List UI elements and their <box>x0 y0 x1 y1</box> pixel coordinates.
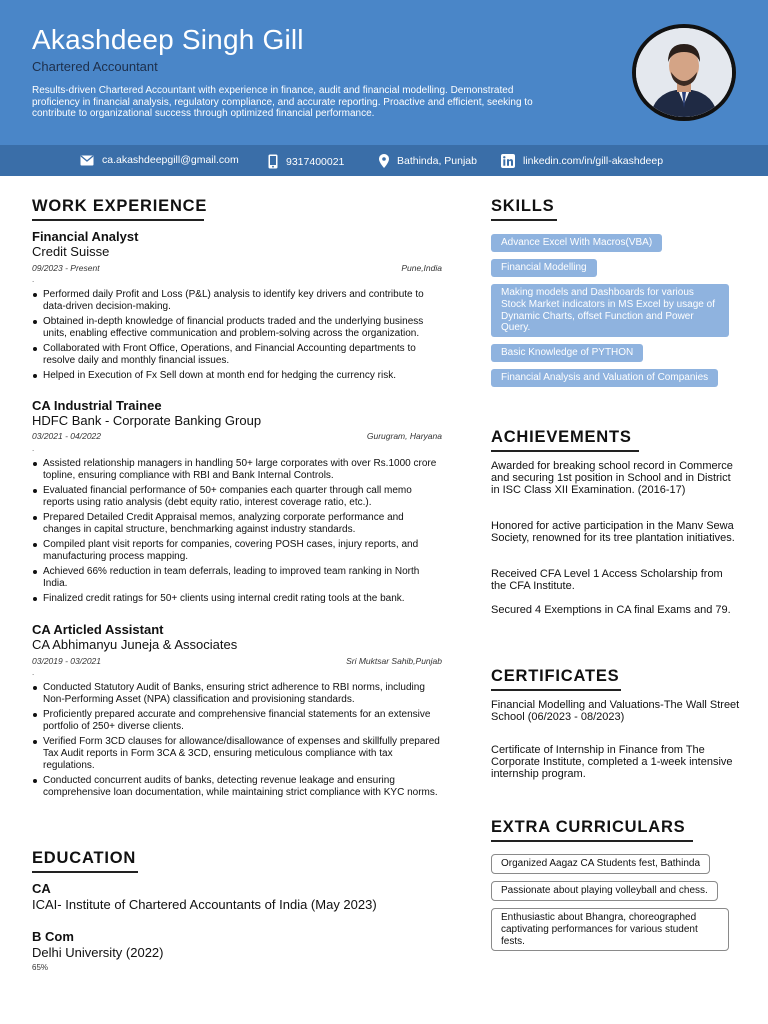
list-item: Conducted concurrent audits of banks, detecting revenue leakage and ensuring comprehensive loan documentation, while maintaining strict compliance with KYC norms. <box>32 775 444 799</box>
section-title-certificates <box>491 667 621 691</box>
person-avatar-icon <box>636 28 732 117</box>
location-pin-icon <box>379 154 389 168</box>
list-item: Collaborated with Front Office, Operations, and Financial Accounting departments to resolve daily and monthly financial issues. <box>32 343 444 367</box>
job-company: CA Abhimanyu Juneja & Associates <box>32 637 238 652</box>
list-item: Compiled plant visit reports for companies, covering POSH cases, injury reports, and manufacturing process mapping. <box>32 539 444 563</box>
job-dates: 09/2023 - Present <box>32 263 100 273</box>
email-text: ca.akashdeepgill@gmail.com <box>102 154 239 166</box>
section-underline <box>491 840 693 842</box>
list-item: Evaluated financial performance of 50+ companies each quarter through call memo reports using ratio analysis (debt equity ratio, interest coverage ratio, etc.). <box>32 485 444 509</box>
list-item: Helped in Execution of Fx Sell down at month end for hedging the currency risk. <box>32 370 444 382</box>
candidate-name: Akashdeep Singh Gill <box>32 24 304 55</box>
skill-tag: Basic Knowledge of PYTHON <box>491 344 643 362</box>
education-grade: 65% <box>32 963 49 972</box>
section-title-work-experience <box>32 197 207 221</box>
section-title-skills <box>491 197 557 221</box>
section-title-text: SKILLS <box>491 197 555 215</box>
job-marker: . <box>32 668 35 677</box>
skill-tag: Making models and Dashboards for various Stock Market indicators in MS Excel by usage of Dynamic Charts, offset Function and Power Query. <box>491 284 729 337</box>
linkedin-text: linkedin.com/in/gill-akashdeep <box>523 155 664 167</box>
list-item: Prepared Detailed Credit Appraisal memos, analyzing corporate performance and changes in capital structure, benchmarking against industry standards. <box>32 512 444 536</box>
header <box>0 0 768 145</box>
section-underline <box>491 219 557 221</box>
job-title: CA Articled Assistant <box>32 622 164 637</box>
job-company: HDFC Bank - Corporate Banking Group <box>32 413 262 428</box>
email-icon <box>80 155 94 166</box>
skill-tag: Financial Analysis and Valuation of Companies <box>491 369 718 387</box>
job-bullets <box>32 289 444 386</box>
list-item: Obtained in-depth knowledge of financial products traded and the underlying business units, enabling effective communication and problem-solving across the organization. <box>32 316 444 340</box>
list-item: Achieved 66% reduction in team deferrals, leading to improved team ranking in North India. <box>32 566 444 590</box>
section-title-extra-curriculars <box>491 818 693 842</box>
job-dates: 03/2019 - 03/2021 <box>32 656 102 666</box>
list-item: Performed daily Profit and Loss (P&L) analysis to identify key drivers and contribute to data-driven decision-making. <box>32 289 444 313</box>
achievement-item: Awarded for breaking school record in Commerce and securing 1st position in School and in District in ISC Class XII Examination. (2016-17) <box>491 460 733 496</box>
education-degree: B Com <box>32 929 74 944</box>
achievement-item: Secured 4 Exemptions in CA final Exams and 79. <box>491 604 731 616</box>
education-school: ICAI- Institute of Chartered Accountants of India (May 2023) <box>32 897 377 912</box>
job-location: Sri Muktsar Sahib,Punjab <box>346 656 442 666</box>
section-title-education <box>32 849 138 873</box>
linkedin-icon <box>501 154 515 168</box>
contact-email[interactable] <box>80 154 239 166</box>
profile-photo <box>636 28 732 117</box>
contact-phone[interactable] <box>268 154 344 169</box>
contact-bar <box>0 145 768 176</box>
achievement-item: Received CFA Level 1 Access Scholarship from the CFA Institute. <box>491 568 723 592</box>
job-dates: 03/2021 - 04/2022 <box>32 431 102 441</box>
education-degree: CA <box>32 881 51 896</box>
skill-tag: Financial Modelling <box>491 259 597 277</box>
job-company: Credit Suisse <box>32 244 110 259</box>
candidate-title: Chartered Accountant <box>32 59 158 74</box>
profile-summary: Results-driven Chartered Accountant with experience in finance, audit and financial modelling. Demonstrated proficiency in financial analysis, regulatory compliance, and accurate reporting. Proactive and efficient, seeking to contribute to organizational success through optimized financial performance. <box>32 85 533 119</box>
phone-icon <box>268 154 278 169</box>
job-marker: . <box>32 444 35 453</box>
list-item: Conducted Statutory Audit of Banks, ensuring strict adherence to RBI norms, including Non-Performing Asset (NPA) classification and provisioning standards. <box>32 682 444 706</box>
skill-tag: Advance Excel With Macros(VBA) <box>491 234 662 252</box>
section-underline <box>32 219 204 221</box>
section-title-text: ACHIEVEMENTS <box>491 428 632 446</box>
extra-curricular-item: Organized Aagaz CA Students fest, Bathinda <box>491 854 710 874</box>
contact-location <box>379 154 477 168</box>
education-school: Delhi University (2022) <box>32 945 164 960</box>
contact-linkedin[interactable] <box>501 154 663 168</box>
extra-curricular-item: Enthusiastic about Bhangra, choreographed captivating performances for various student fests. <box>491 908 729 951</box>
certificate-item: Certificate of Internship in Finance from The Corporate Institute, completed a 1-week intensive internship program. <box>491 744 733 780</box>
job-bullets <box>32 682 444 802</box>
section-title-text: CERTIFICATES <box>491 667 620 685</box>
section-title-text: EXTRA CURRICULARS <box>491 818 686 836</box>
job-title: Financial Analyst <box>32 229 139 244</box>
section-title-text: WORK EXPERIENCE <box>32 197 208 215</box>
list-item: Proficiently prepared accurate and comprehensive financial statements for an extensive portfolio of 250+ diverse clients. <box>32 709 444 733</box>
list-item: Finalized credit ratings for 50+ clients using internal credit rating tools at the bank. <box>32 593 444 605</box>
section-underline <box>491 450 639 452</box>
extra-curricular-item: Passionate about playing volleyball and chess. <box>491 881 718 901</box>
job-title: CA Industrial Trainee <box>32 398 162 413</box>
location-text: Bathinda, Punjab <box>397 155 477 167</box>
section-title-text: EDUCATION <box>32 849 137 867</box>
list-item: Assisted relationship managers in handling 50+ large corporates with over Rs.1000 crore topline, ensuring compliance with RBI and Bank Internal Controls. <box>32 458 444 482</box>
profile-photo-frame <box>632 24 736 121</box>
job-location: Gurugram, Haryana <box>366 431 442 441</box>
phone-text: 9317400021 <box>286 155 345 168</box>
section-underline <box>32 871 138 873</box>
achievement-item: Honored for active participation in the Manv Sewa Society, renowned for its tree plantation initiatives. <box>491 520 735 544</box>
section-underline <box>491 689 621 691</box>
job-location: Pune,India <box>401 263 442 273</box>
list-item: Verified Form 3CD clauses for allowance/disallowance of expenses and skillfully prepared Tax Audit reports in Form 3CA & 3CD, ensuring meticulous compliance with tax regulations. <box>32 736 444 771</box>
certificate-item: Financial Modelling and Valuations-The Wall Street School (06/2023 - 08/2023) <box>491 699 740 723</box>
job-marker: . <box>32 275 35 284</box>
job-bullets <box>32 458 444 609</box>
section-title-achievements <box>491 428 639 452</box>
